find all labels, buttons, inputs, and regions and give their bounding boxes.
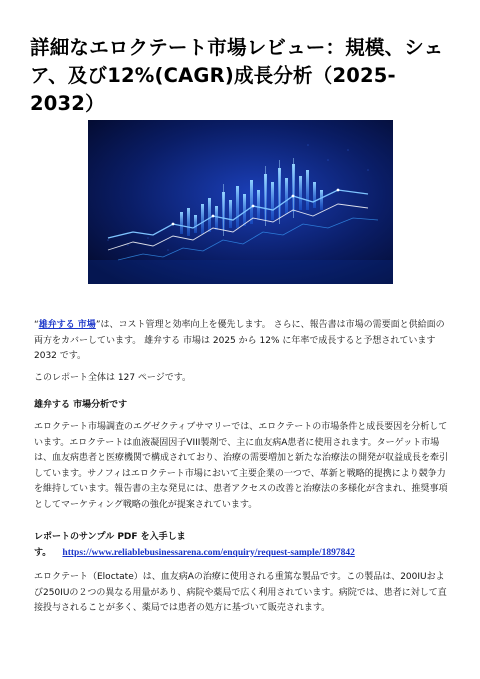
intro-paragraph: “雄弁する 市場”は、コスト管理と効率向上を優先します。 さらに、報告書は市場の需要面と供給面の両方をカバーしています。 雄弁する 市場は 2025 から 12% に年率で成長すると予想されています2032 です。 (34, 320, 445, 361)
market-link[interactable]: 雄弁する 市場 (38, 320, 96, 330)
financial-chart-image (88, 120, 393, 284)
description-paragraph: エロクテート（Eloctate）は、血友病Aの治療に使用される重篤な製品です。この製品は、200IUおよび250IUの２つの異なる用量があり、病院や薬局で広く利用されています。病院では、患者に対して直接投与されることが多く、薬局では患者の処方に基づいて販売されます。 (34, 572, 447, 613)
sample-heading: レポートのサンプル PDF を入手しま す。 https://www.reliablebusinessarena.com/enquiry/request-sample/1897842 (34, 532, 355, 558)
analysis-paragraph: エロクテート市場調査のエグゼクティブサマリーでは、エロクテートの市場条件と成長要因を分析しています。エロクテートは血液凝固因子VIII製剤で、主に血友病A患者に使用されます。ターゲット市場は、血友病患者と医療機関で構成されており、治療の需要増加と新たな治療法の開発が収益成長を牽引しています。サノフィはエロクテート市場において主要企業の一つで、革新と戦略的提携により競争力を維持しています。報告書の主な発見には、患者アクセスの改善と治療法の多様化が含まれ、推奨事項としてマーケティング戦略の強化が提案されています。 (34, 422, 449, 510)
pages-note: このレポート全体は 127 ページです。 (34, 373, 192, 383)
sample-request-link[interactable]: https://www.reliablebusinessarena.com/enquiry/request-sample/1897842 (62, 547, 355, 558)
page-title: 詳細なエロクテート市場レビュー：規模、シェア、及び12%(CAGR)成長分析（2025-2032） (30, 36, 444, 115)
analysis-heading: 雄弁する 市場分析です (34, 400, 128, 410)
